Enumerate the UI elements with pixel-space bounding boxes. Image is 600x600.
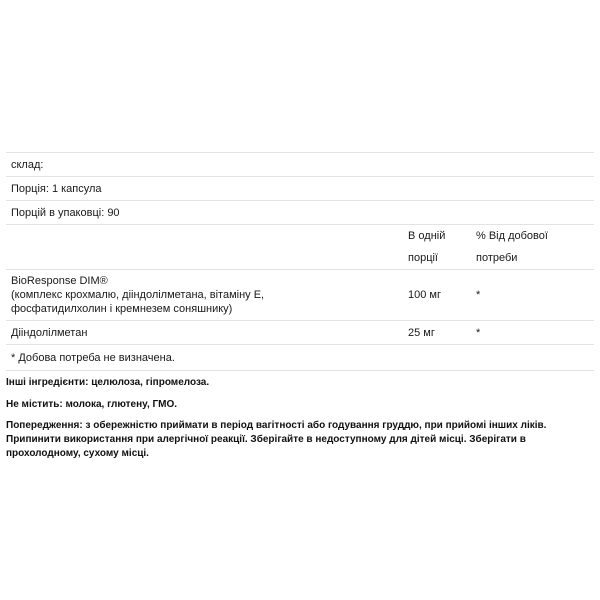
other-ingredients-label: Інші інгредієнти: [6, 377, 89, 388]
free-from-text: молока, глютену, ГМО. [62, 399, 178, 410]
supplement-facts-table [6, 152, 594, 371]
ingredient-amount: 25 мг [408, 327, 435, 339]
daily-value-footnote: * Добова потреба не визначена. [11, 352, 175, 364]
daily-value-column-header [476, 225, 548, 269]
table-bottom-divider [6, 370, 594, 371]
ingredient-name: Дііндолілметан [11, 327, 88, 339]
dv-header-line1: % Від добової [476, 230, 548, 242]
free-from-label: Не містить: [6, 399, 63, 410]
ingredient-name-line1: BioResponse DIM® [11, 275, 108, 287]
serving-size: Порція: 1 капсула [11, 183, 102, 195]
amount-header-line2: порції [408, 252, 438, 264]
warning-label: Попередження: [6, 420, 83, 431]
ingredient-daily-value: * [476, 327, 481, 339]
serving-size-row [6, 176, 594, 200]
ingredient-row-bioresponse-dim [6, 269, 594, 320]
column-header-row [6, 224, 594, 269]
other-ingredients-text: целюлоза, гіпромелоза. [88, 377, 210, 388]
servings-per-container: Порцій в упаковці: 90 [11, 207, 120, 219]
warning-note [6, 419, 594, 461]
other-ingredients-note [6, 376, 594, 390]
facts-title-row [6, 152, 594, 176]
ingredient-name [11, 274, 391, 316]
free-from-note [6, 398, 594, 412]
amount-column-header [408, 225, 445, 269]
servings-per-container-row [6, 200, 594, 224]
ingredient-amount: 100 мг [408, 289, 441, 301]
ingredient-name-line2: (комплекс крохмалю, дііндолілметана, вітаміну Е, [11, 289, 265, 301]
ingredient-row-diindolylmethane [6, 320, 594, 344]
warning-text: з обережністю приймати в період вагітності або годування груддю, при прийомі інших ліків. Припинити використання при алергічної реакції. Зберігайте в недоступному для дітей місці. Зберігати в прохолодному, сухому місці. [6, 420, 547, 459]
ingredient-daily-value: * [476, 289, 481, 301]
footnote-row [6, 344, 594, 370]
dv-header-line2: потреби [476, 252, 518, 264]
facts-title: склад: [11, 159, 44, 171]
amount-header-line1: В одній [408, 230, 446, 242]
ingredient-name-line3: фосфатидилхолин і кремнезем соняшнику) [11, 303, 233, 315]
